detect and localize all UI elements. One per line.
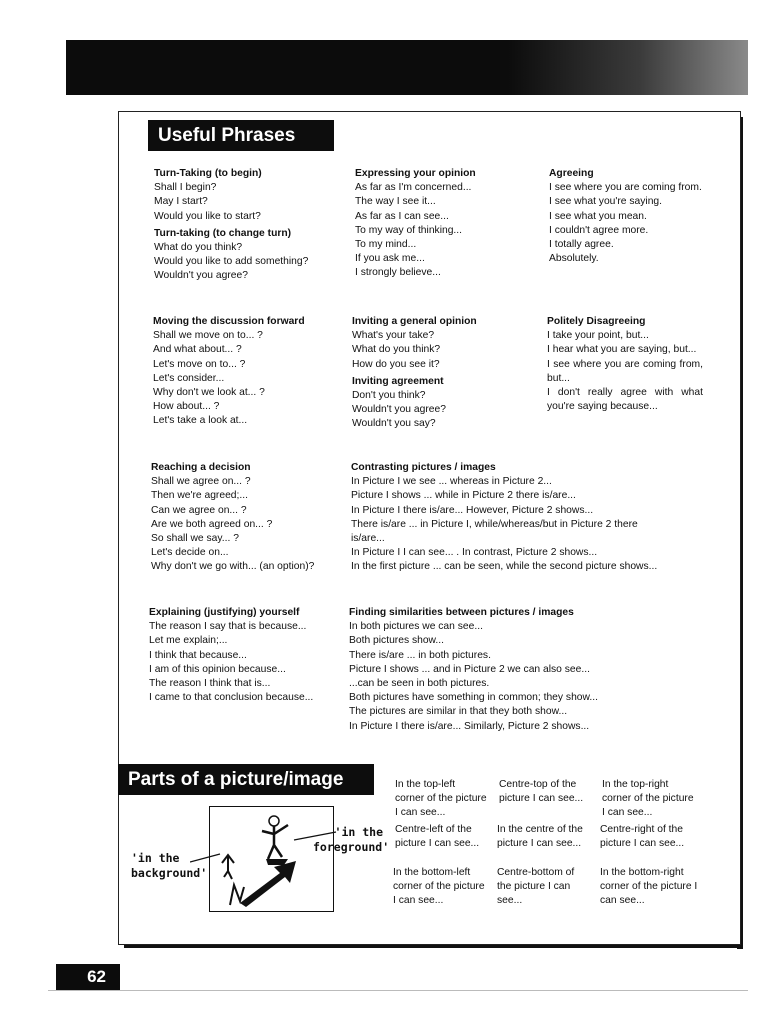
list-item: The way I see it... (355, 196, 436, 208)
list-item: What do you think? (154, 242, 243, 254)
turn-taking-section (154, 167, 334, 284)
top-banner (66, 40, 748, 95)
list-item: I think that because... (149, 649, 247, 661)
list-item: To my way of thinking... (355, 224, 463, 236)
list-item: I strongly believe... (355, 267, 441, 279)
list-item: Absolutely. (549, 253, 599, 265)
figure-head-icon (269, 816, 279, 826)
list-item: What's your take? (352, 330, 435, 342)
list-item: I take your point, but... (547, 330, 649, 342)
list-item: Would you like to add something? (154, 256, 309, 268)
list-item: May I start? (154, 196, 208, 208)
list-item: Picture I shows ... while in Picture 2 there is/are... (351, 490, 576, 502)
list-item: As far as I'm concerned... (355, 182, 472, 194)
turn-taking-begin-heading: Turn-Taking (to begin) (154, 168, 262, 179)
list-item: In Picture I there is/are... Similarly, Picture 2 shows... (349, 720, 590, 732)
agreeing-section (549, 167, 703, 266)
list-item: I hear what you are saying, but... (547, 344, 697, 356)
list-item: Picture I shows ... and in Picture 2 we can also see... (349, 663, 590, 675)
list-item: I see what you mean. (549, 210, 647, 222)
grid-bottom-right: In the bottom-right corner of the picture I can see... (600, 867, 698, 906)
grid-centre-right: Centre-right of the picture I can see... (600, 824, 685, 849)
list-item: I couldn't agree more. (549, 224, 649, 236)
list-item: How about... ? (153, 401, 220, 413)
list-item: How do you see it? (352, 358, 440, 370)
list-item: There is/are ... in both pictures. (349, 649, 491, 661)
reaching-decision-section (151, 461, 346, 575)
finding-similarities-section (349, 606, 679, 734)
list-item: To my mind... (355, 239, 417, 251)
grid-top-left: In the top-left corner of the picture I can see... (395, 779, 487, 818)
grid-bottom-centre: Centre-bottom of the picture I can see... (497, 867, 575, 906)
list-item: Shall we move on to... ? (153, 330, 263, 342)
list-item: Let me explain;... (149, 635, 228, 647)
list-item: Let's take a look at... (153, 415, 248, 427)
list-item: In Picture I there is/are... However, Picture 2 shows... (351, 504, 594, 516)
politely-disagreeing-heading: Politely Disagreeing (547, 316, 646, 327)
list-item: The reason I say that is because... (149, 621, 307, 633)
list-item: Would you like to start? (154, 210, 261, 222)
list-item: I am of this opinion because... (149, 663, 286, 675)
list-item: Can we agree on... ? (151, 504, 247, 516)
expressing-opinion-section (355, 167, 535, 281)
parts-of-picture-title: Parts of a picture/image (118, 764, 374, 795)
grid-centre: In the centre of the picture I can see... (497, 824, 583, 849)
inviting-opinion-heading: Inviting a general opinion (352, 316, 477, 327)
explaining-section (149, 606, 345, 705)
list-item: I see where you are coming from. (549, 182, 702, 194)
list-item: The reason I think that is... (149, 678, 271, 690)
politely-disagreeing-section (547, 315, 703, 414)
list-item: ...can be seen in both pictures. (349, 678, 490, 690)
moving-forward-heading: Moving the discussion forward (153, 316, 305, 327)
list-item: In both pictures we can see... (349, 621, 483, 633)
list-item: Are we both agreed on... ? (151, 518, 273, 530)
list-item: What do you think? (352, 344, 441, 356)
turn-taking-change-heading: Turn-taking (to change turn) (154, 227, 292, 239)
grid-top-centre: Centre-top of the picture I can see... (499, 779, 584, 804)
agreeing-heading: Agreeing (549, 168, 594, 179)
explaining-heading: Explaining (justifying) yourself (149, 607, 300, 618)
moving-forward-section (153, 315, 338, 429)
list-item: Let's consider... (153, 372, 225, 384)
list-item: Wouldn't you say? (352, 418, 436, 430)
list-item: Don't you think? (352, 390, 426, 402)
finding-similarities-heading: Finding similarities between pictures / images (349, 607, 574, 618)
list-item: There is/are ... in Picture I, while/whereas/but in Picture 2 there is/are... (351, 518, 638, 545)
page-number: 62 (56, 964, 120, 990)
list-item: Why don't we look at... ? (153, 387, 265, 399)
list-item: In Picture I we see ... whereas in Picture 2... (351, 476, 552, 488)
inviting-opinion-section (352, 315, 532, 432)
list-item: Both pictures show... (349, 635, 445, 647)
list-item: Wouldn't you agree? (352, 404, 446, 416)
list-item: Shall I begin? (154, 182, 217, 194)
contrasting-pictures-section (351, 461, 673, 575)
inviting-agreement-heading: Inviting agreement (352, 375, 444, 387)
list-item: I see where you are coming from, but... (547, 358, 703, 384)
footer-rule (48, 990, 748, 991)
list-item: So shall we say... ? (151, 533, 239, 545)
list-item: I don't really agree with what you're saying because... (547, 387, 703, 413)
list-item: I see what you're saying. (549, 196, 663, 208)
list-item: Both pictures have something in common; they show... (349, 692, 598, 704)
list-item: As far as I can see... (355, 210, 449, 222)
grid-centre-left: Centre-left of the picture I can see... (395, 824, 480, 849)
list-item: The pictures are similar in that they both show... (349, 706, 568, 718)
expressing-opinion-heading: Expressing your opinion (355, 168, 476, 179)
list-item: Then we're agreed;... (151, 490, 248, 502)
grid-top-right: In the top-right corner of the picture I can see... (602, 779, 694, 818)
list-item: I totally agree. (549, 239, 614, 251)
reaching-decision-heading: Reaching a decision (151, 462, 251, 473)
list-item: In Picture I I can see... . In contrast, Picture 2 shows... (351, 547, 598, 559)
list-item: If you ask me... (355, 253, 425, 265)
grid-bottom-left: In the bottom-left corner of the picture I can see... (393, 867, 485, 906)
banner-fade (508, 40, 748, 95)
list-item: Shall we agree on... ? (151, 476, 251, 488)
background-label: 'in the background' (131, 851, 208, 880)
contrasting-pictures-heading: Contrasting pictures / images (351, 462, 496, 473)
list-item: Why don't we go with... (an option)? (151, 561, 315, 573)
list-item: And what about... ? (153, 344, 242, 356)
foreground-label: 'in the foreground' (313, 825, 390, 854)
list-item: I came to that conclusion because... (149, 692, 314, 704)
list-item: In the first picture ... can be seen, while the second picture shows... (351, 561, 658, 573)
list-item: Wouldn't you agree? (154, 270, 248, 282)
list-item: Let's move on to... ? (153, 358, 246, 370)
useful-phrases-title: Useful Phrases (148, 120, 334, 151)
list-item: Let's decide on... (151, 547, 229, 559)
